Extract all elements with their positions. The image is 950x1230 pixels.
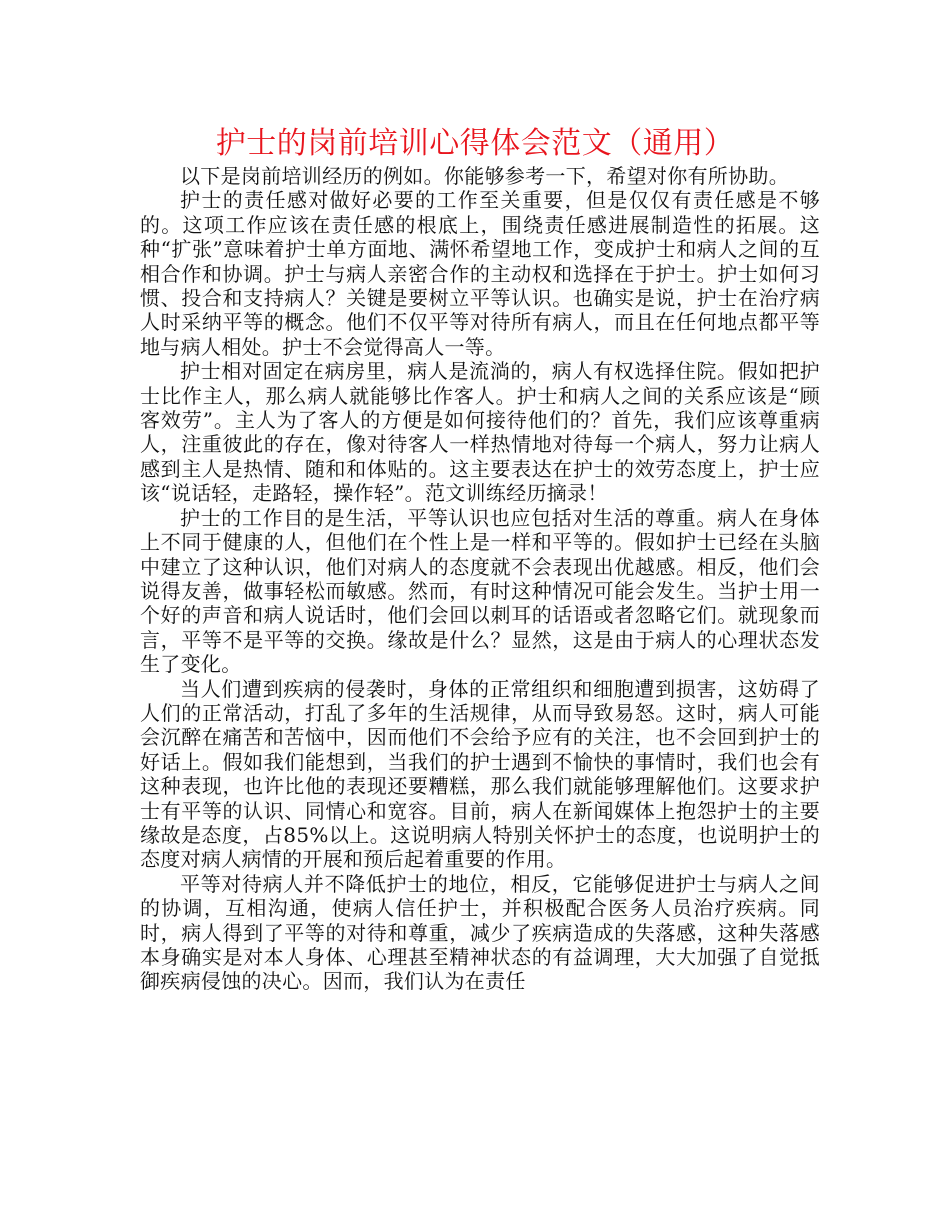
paragraph-respect-life: 护士的工作目的是生活，平等认识也应包括对生活的尊重。病人在身体上不同于健康的人，但他们在个性上是一样和平等的。假如护士已经在头脑中建立了这种认识，他们对病人的态度就不会表现出优越感。相反，他们会说得友善，做事轻松而敏感。然而，有时这种情况可能会发生。当护士用一个好的声音和病人说话时，他们会回以刺耳的话语或者忽略它们。就现象而言，平等不是平等的交换。缘故是什么？显然，这是由于病人的心理状态发生了变化。 xyxy=(140,505,820,677)
paragraph-host-guest: 护士相对固定在病房里，病人是流淌的，病人有权选择住院。假如把护士比作主人，那么病人就能够比作客人。护士和病人之间的关系应该是“顾客效劳”。主人为了客人的方便是如何接待他们的？首先，我们应该尊重病人，注重彼此的存在，像对待客人一样热情地对待每一个病人，努力让病人感到主人是热情、随和和体贴的。这主要表达在护士的效劳态度上，护士应该“说话轻，走路轻，操作轻”。范文训练经历摘录！ xyxy=(140,359,820,506)
document-body xyxy=(140,164,820,994)
paragraph-patient-psychology: 当人们遭到疾病的侵袭时，身体的正常组织和细胞遭到损害，这妨碍了人们的正常活动，打乱了多年的生活规律，从而导致易怒。这时，病人可能会沉醉在痛苦和苦恼中，因而他们不会给予应有的关注，也不会回到护士的好话上。假如我们能想到，当我们的护士遇到不愉快的事情时，我们也会有这种表现，也许比他的表现还要糟糕，那么我们就能够理解他们。这要求护士有平等的认识、同情心和宽容。目前，病人在新闻媒体上抱怨护士的主要缘故是态度，占85%以上。这说明病人特别关怀护士的态度，也说明护士的态度对病人病情的开展和预后起着重要的作用。 xyxy=(140,676,820,872)
paragraph-responsibility: 护士的责任感对做好必要的工作至关重要，但是仅仅有责任感是不够的。这项工作应该在责任感的根底上，围绕责任感进展制造性的拓展。这种“扩张”意味着护士单方面地、满怀希望地工作，变成护士和病人之间的互相合作和协调。护士与病人亲密合作的主动权和选择在于护士。护士如何习惯、投合和支持病人？关键是要树立平等认识。也确实是说，护士在治疗病人时采纳平等的概念。他们不仅平等对待所有病人，而且在任何地点都平等地与病人相处。护士不会觉得高人一等。 xyxy=(140,188,820,359)
document-title: 护士的岗前培训心得体会范文（通用） xyxy=(215,126,735,161)
paragraph-equal-treatment: 平等对待病人并不降低护士的地位，相反，它能够促进护士与病人之间的协调，互相沟通，使病人信任护士，并积极配合医务人员治疗疾病。同时，病人得到了平等的对待和尊重，减少了疾病造成的失落感，这种失落感本身确实是对本人身体、心理甚至精神状态的有益调理，大大加强了自觉抵御疾病侵蚀的决心。因而，我们认为在责任 xyxy=(140,871,820,994)
paragraph-intro: 以下是岗前培训经历的例如。你能够参考一下，希望对你有所协助。 xyxy=(180,164,789,188)
